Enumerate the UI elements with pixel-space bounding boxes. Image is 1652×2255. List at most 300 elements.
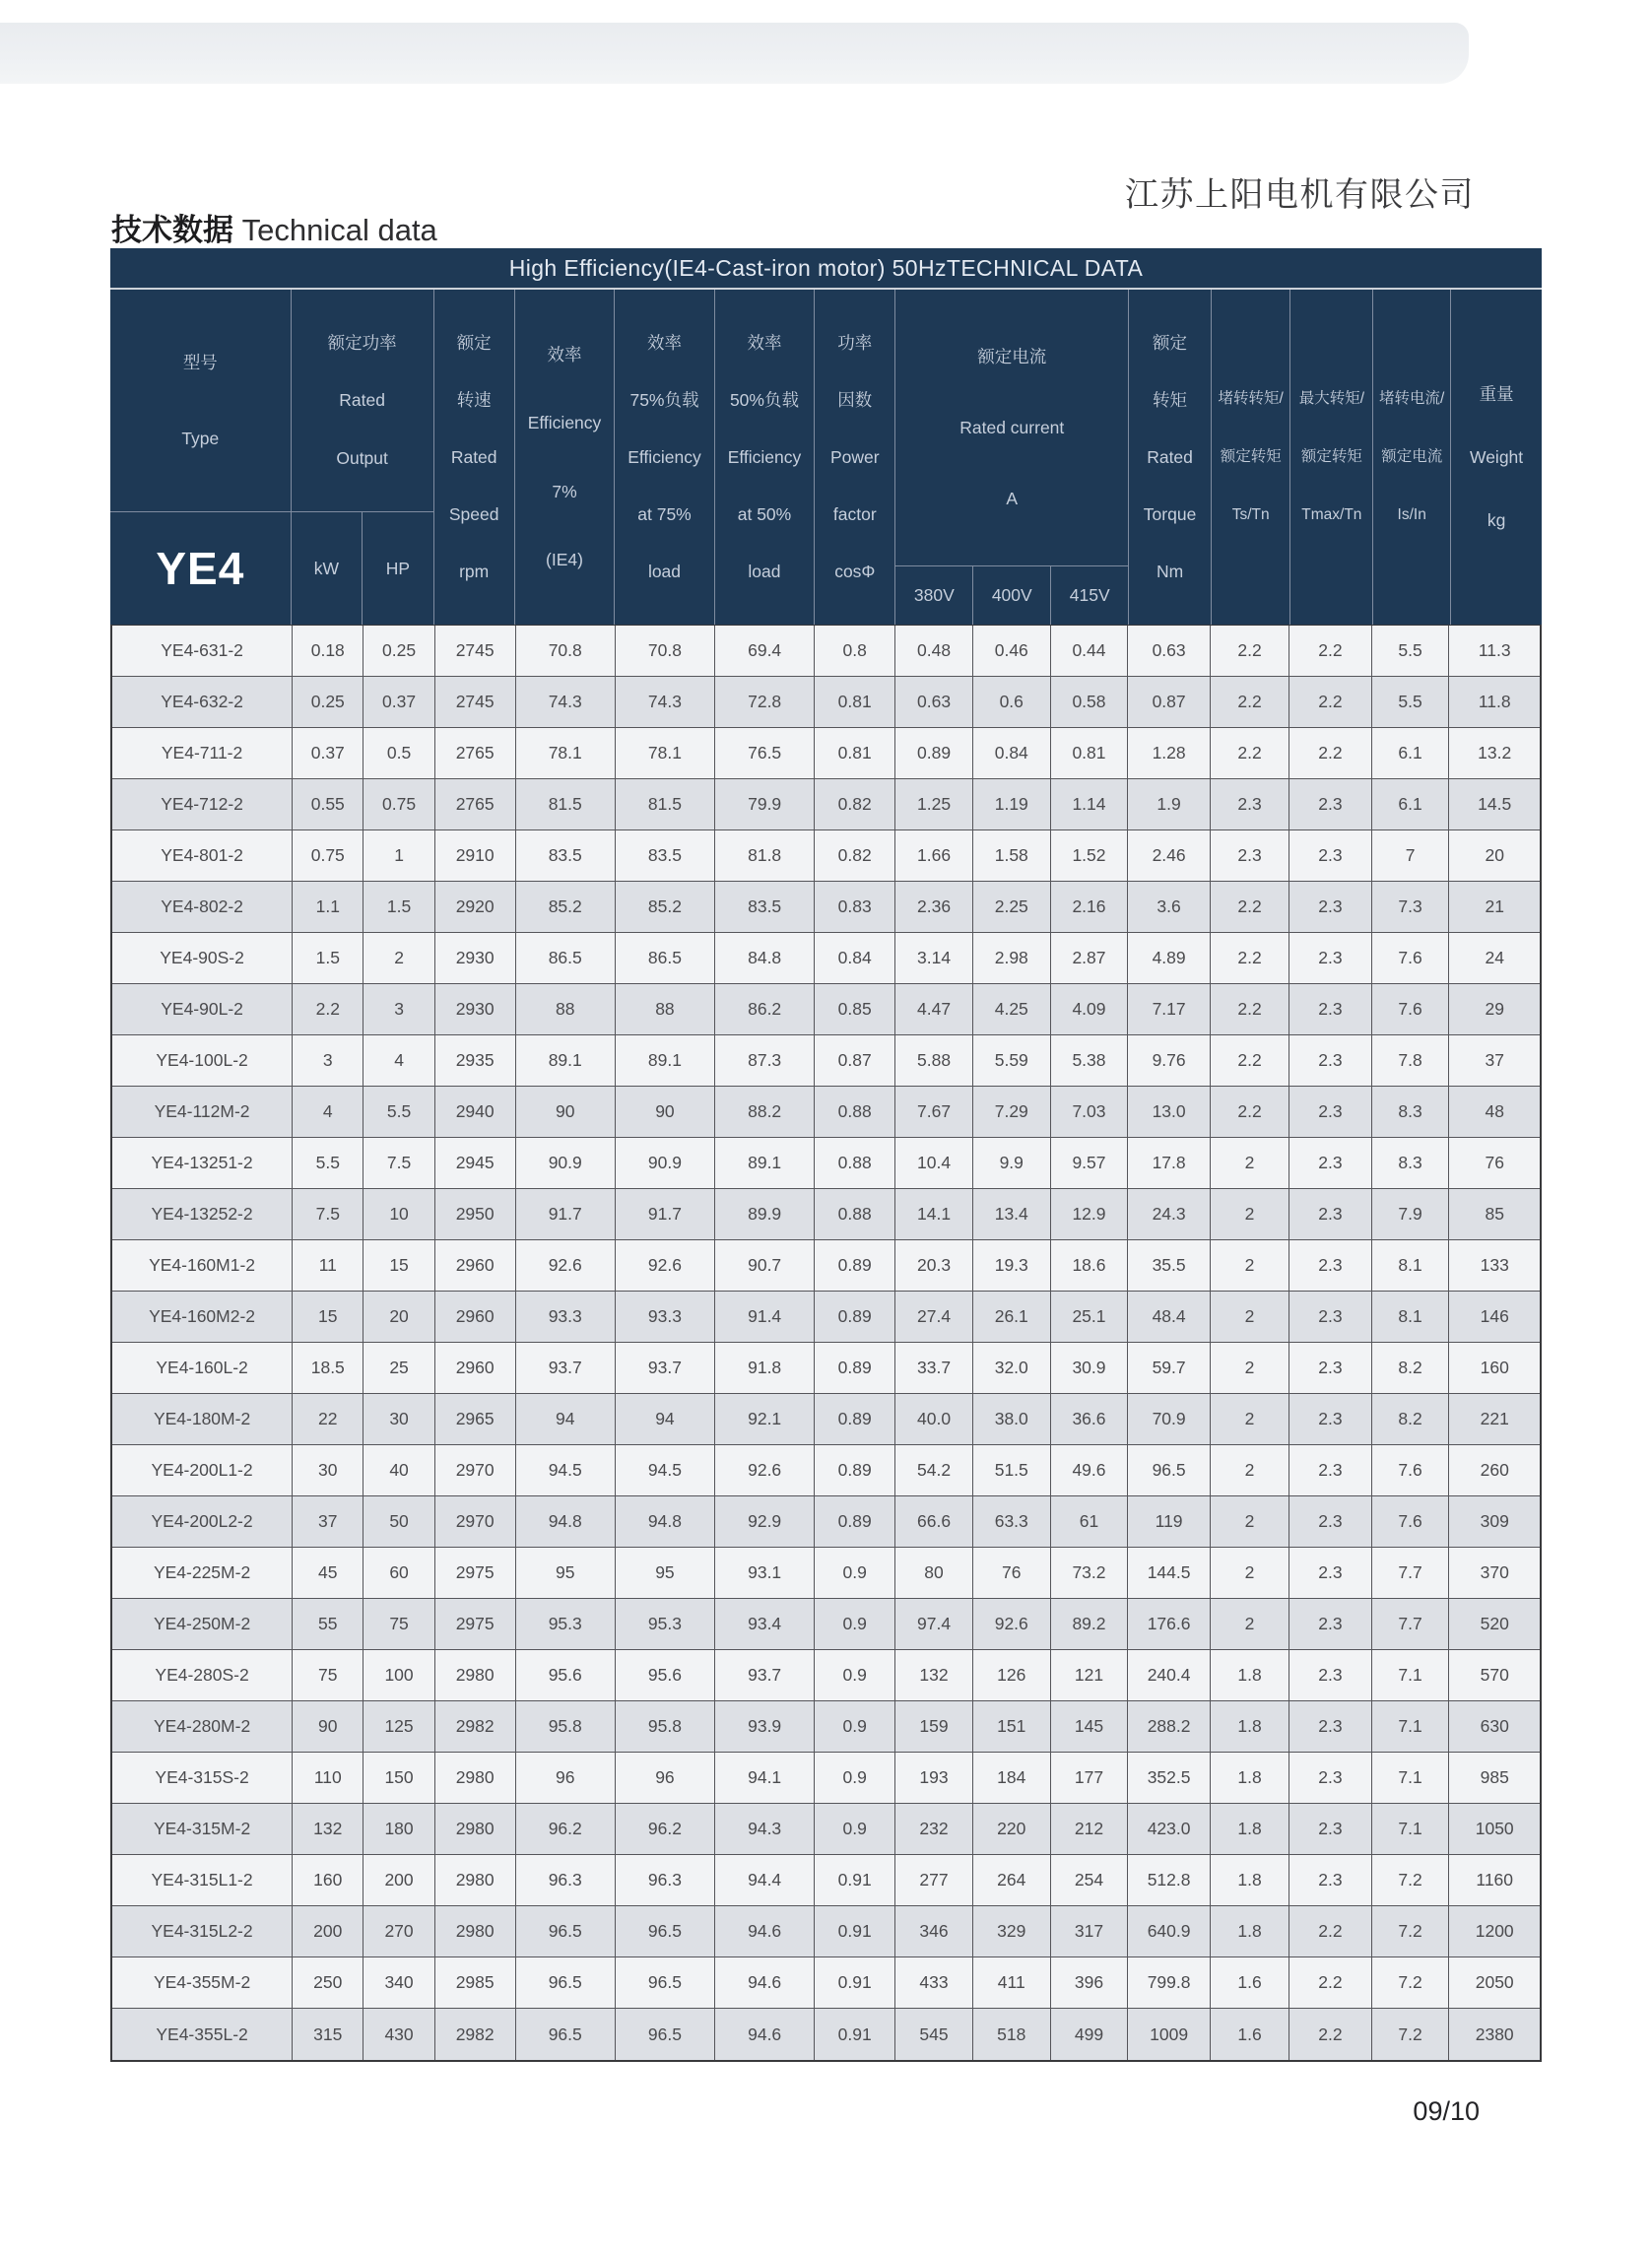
cell-value: 4.09: [1051, 984, 1129, 1035]
cell-value: 89.1: [516, 1035, 616, 1087]
cell-value: 2.3: [1289, 933, 1372, 984]
cell-value: 250: [293, 1957, 363, 2009]
cell-value: 2.2: [1289, 677, 1372, 728]
cell-model: YE4-802-2: [112, 882, 293, 933]
cell-value: 2970: [435, 1496, 516, 1548]
cell-value: 2960: [435, 1292, 516, 1343]
cell-value: 0.63: [1128, 626, 1211, 677]
header-rated-current-group: [895, 290, 1129, 565]
cell-value: 430: [363, 2009, 434, 2060]
header-line: 功率: [837, 332, 873, 353]
cell-value: 13.0: [1128, 1087, 1211, 1138]
cell-value: 2.3: [1289, 1138, 1372, 1189]
cell-value: 15: [363, 1240, 434, 1292]
cell-value: 30: [293, 1445, 363, 1496]
cell-value: 7.1: [1372, 1804, 1450, 1855]
cell-value: 144.5: [1128, 1548, 1211, 1599]
cell-model: YE4-315L2-2: [112, 1906, 293, 1957]
cell-value: 1.19: [973, 779, 1051, 830]
cell-model: YE4-631-2: [112, 626, 293, 677]
header-line: 效率: [646, 332, 682, 353]
cell-value: 0.84: [815, 933, 895, 984]
cell-value: 9.9: [973, 1138, 1051, 1189]
cell-value: 45: [293, 1548, 363, 1599]
cell-value: 96.5: [616, 2009, 715, 2060]
cell-value: 13.4: [973, 1189, 1051, 1240]
cell-value: 110: [293, 1753, 363, 1804]
table-body: [110, 625, 1542, 2062]
cell-value: 7.67: [895, 1087, 973, 1138]
cell-value: 70.8: [516, 626, 616, 677]
header-volt-415: 415V: [1051, 565, 1129, 625]
cell-model: YE4-160L-2: [112, 1343, 293, 1394]
cell-value: 2.2: [1211, 933, 1289, 984]
cell-value: 1.6: [1211, 1957, 1289, 2009]
cell-value: 193: [895, 1753, 973, 1804]
cell-value: 90: [516, 1087, 616, 1138]
cell-value: 48.4: [1128, 1292, 1211, 1343]
header-line: 额定: [456, 332, 492, 353]
cell-value: 0.9: [815, 1650, 895, 1701]
cell-value: 11.8: [1449, 677, 1540, 728]
cell-value: 200: [363, 1855, 434, 1906]
cell-value: 54.2: [895, 1445, 973, 1496]
cell-value: 2: [1211, 1292, 1289, 1343]
cell-value: 7.1: [1372, 1753, 1450, 1804]
cell-value: 94.8: [516, 1496, 616, 1548]
cell-value: 30.9: [1051, 1343, 1129, 1394]
cell-value: 5.5: [1372, 677, 1450, 728]
cell-value: 2.3: [1289, 1035, 1372, 1087]
cell-value: 66.6: [895, 1496, 973, 1548]
cell-value: 1.8: [1211, 1701, 1289, 1753]
header-line: 额定转矩: [1220, 448, 1282, 466]
cell-value: 96.5: [1128, 1445, 1211, 1496]
header-line: 型号: [182, 352, 218, 372]
cell-value: 985: [1449, 1753, 1540, 1804]
cell-value: 0.82: [815, 830, 895, 882]
header-line: Efficiency: [527, 413, 602, 433]
table-row: [112, 1701, 1540, 1753]
cell-value: 74.3: [516, 677, 616, 728]
cell-value: 133: [1449, 1240, 1540, 1292]
cell-value: 37: [1449, 1035, 1540, 1087]
cell-value: 14.5: [1449, 779, 1540, 830]
cell-value: 0.88: [815, 1189, 895, 1240]
cell-value: 0.75: [293, 830, 363, 882]
cell-value: 18.6: [1051, 1240, 1129, 1292]
cell-value: 160: [293, 1855, 363, 1906]
cell-value: 2975: [435, 1599, 516, 1650]
cell-value: 0.9: [815, 1804, 895, 1855]
cell-value: 7.2: [1372, 1957, 1450, 2009]
cell-value: 83.5: [516, 830, 616, 882]
header-hp: HP: [363, 511, 433, 625]
cell-value: 50: [363, 1496, 434, 1548]
cell-value: 2: [1211, 1548, 1289, 1599]
cell-value: 240.4: [1128, 1650, 1211, 1701]
cell-value: 13.2: [1449, 728, 1540, 779]
cell-value: 1.5: [363, 882, 434, 933]
cell-value: 0.87: [1128, 677, 1211, 728]
cell-value: 92.6: [715, 1445, 815, 1496]
cell-value: 1050: [1449, 1804, 1540, 1855]
header-line: 堵转转矩/: [1218, 390, 1284, 408]
header-line: 转速: [456, 389, 492, 410]
cell-value: 1.5: [293, 933, 363, 984]
cell-value: 73.2: [1051, 1548, 1129, 1599]
cell-value: 254: [1051, 1855, 1129, 1906]
cell-value: 63.3: [973, 1496, 1051, 1548]
cell-value: 9.57: [1051, 1138, 1129, 1189]
cell-value: 32.0: [973, 1343, 1051, 1394]
cell-value: 0.89: [815, 1343, 895, 1394]
header-weight: [1451, 290, 1542, 625]
cell-value: 2.3: [1289, 1087, 1372, 1138]
cell-value: 96.3: [616, 1855, 715, 1906]
cell-value: 94.6: [715, 1906, 815, 1957]
cell-value: 0.89: [815, 1240, 895, 1292]
cell-value: 8.3: [1372, 1087, 1450, 1138]
cell-value: 0.5: [363, 728, 434, 779]
cell-value: 91.7: [516, 1189, 616, 1240]
cell-value: 1009: [1128, 2009, 1211, 2060]
header-line: kg: [1487, 510, 1506, 531]
cell-value: 145: [1051, 1701, 1129, 1753]
cell-value: 2930: [435, 984, 516, 1035]
cell-value: 7.03: [1051, 1087, 1129, 1138]
cell-value: 7.6: [1372, 933, 1450, 984]
cell-value: 70.9: [1128, 1394, 1211, 1445]
header-line: 额定电流: [1381, 448, 1443, 466]
cell-value: 2945: [435, 1138, 516, 1189]
cell-value: 0.89: [815, 1292, 895, 1343]
cell-value: 2910: [435, 830, 516, 882]
cell-value: 518: [973, 2009, 1051, 2060]
cell-value: 0.88: [815, 1138, 895, 1189]
cell-value: 40: [363, 1445, 434, 1496]
cell-value: 1: [363, 830, 434, 882]
cell-value: 630: [1449, 1701, 1540, 1753]
cell-model: YE4-160M1-2: [112, 1240, 293, 1292]
header-line: Power: [829, 446, 880, 467]
header-rated-speed: [434, 290, 515, 625]
table-row: [112, 1906, 1540, 1957]
cell-value: 93.7: [516, 1343, 616, 1394]
table-row: [112, 1445, 1540, 1496]
header-line: factor: [832, 503, 877, 524]
table-row: [112, 1138, 1540, 1189]
cell-value: 76.5: [715, 728, 815, 779]
cell-value: 61: [1051, 1496, 1129, 1548]
cell-model: YE4-200L1-2: [112, 1445, 293, 1496]
cell-value: 0.82: [815, 779, 895, 830]
cell-value: 5.88: [895, 1035, 973, 1087]
header-line: Efficiency: [628, 446, 701, 467]
cell-value: 1.8: [1211, 1855, 1289, 1906]
cell-value: 370: [1449, 1548, 1540, 1599]
cell-value: 1.58: [973, 830, 1051, 882]
cell-value: 96.5: [616, 1906, 715, 1957]
cell-value: 8.1: [1372, 1240, 1450, 1292]
cell-value: 0.55: [293, 779, 363, 830]
cell-value: 0.9: [815, 1753, 895, 1804]
header-line: Speed: [448, 503, 499, 524]
cell-value: 69.4: [715, 626, 815, 677]
cell-value: 0.83: [815, 882, 895, 933]
cell-value: 74.3: [616, 677, 715, 728]
cell-value: 94.5: [616, 1445, 715, 1496]
cell-value: 19.3: [973, 1240, 1051, 1292]
header-line: (IE4): [546, 550, 583, 570]
table-row: [112, 1753, 1540, 1804]
cell-model: YE4-355M-2: [112, 1957, 293, 2009]
cell-value: 0.89: [815, 1394, 895, 1445]
cell-value: 2.46: [1128, 830, 1211, 882]
cell-value: 2.3: [1289, 1701, 1372, 1753]
cell-value: 91.7: [616, 1189, 715, 1240]
cell-value: 89.1: [616, 1035, 715, 1087]
header-line: 7%: [552, 481, 577, 501]
cell-value: 1.52: [1051, 830, 1129, 882]
cell-value: 2980: [435, 1650, 516, 1701]
header-line: 额定功率: [327, 333, 397, 354]
table-title: High Efficiency(IE4-Cast-iron motor) 50HzTECHNICAL DATA: [110, 248, 1542, 290]
cell-value: 1160: [1449, 1855, 1540, 1906]
table-row: [112, 1343, 1540, 1394]
cell-value: 92.1: [715, 1394, 815, 1445]
cell-value: 12.9: [1051, 1189, 1129, 1240]
cell-value: 7: [1372, 830, 1450, 882]
cell-value: 27.4: [895, 1292, 973, 1343]
table-row: [112, 882, 1540, 933]
cell-value: 83.5: [616, 830, 715, 882]
cell-value: 2.3: [1289, 1394, 1372, 1445]
cell-value: 2935: [435, 1035, 516, 1087]
table-row: [112, 626, 1540, 677]
cell-value: 20: [363, 1292, 434, 1343]
cell-value: 0.91: [815, 1906, 895, 1957]
cell-value: 0.8: [815, 626, 895, 677]
cell-value: 1.8: [1211, 1804, 1289, 1855]
cell-value: 150: [363, 1753, 434, 1804]
header-line: 最大转矩/: [1298, 390, 1364, 408]
cell-value: 24: [1449, 933, 1540, 984]
cell-value: 180: [363, 1804, 434, 1855]
cell-value: 25.1: [1051, 1292, 1129, 1343]
cell-value: 88: [616, 984, 715, 1035]
cell-value: 270: [363, 1906, 434, 1957]
cell-value: 8.3: [1372, 1138, 1450, 1189]
cell-value: 90.7: [715, 1240, 815, 1292]
cell-value: 640.9: [1128, 1906, 1211, 1957]
cell-value: 2.3: [1289, 1292, 1372, 1343]
cell-value: 1.28: [1128, 728, 1211, 779]
cell-value: 26.1: [973, 1292, 1051, 1343]
cell-model: YE4-355L-2: [112, 2009, 293, 2060]
cell-value: 176.6: [1128, 1599, 1211, 1650]
cell-value: 2.3: [1289, 1496, 1372, 1548]
cell-value: 4.89: [1128, 933, 1211, 984]
header-line: 堵转电流/: [1379, 390, 1445, 408]
table-header: [110, 290, 1542, 625]
cell-value: 3.6: [1128, 882, 1211, 933]
cell-value: 7.7: [1372, 1548, 1450, 1599]
cell-value: 25: [363, 1343, 434, 1394]
header-line: Torque: [1143, 503, 1197, 524]
cell-value: 2380: [1475, 2023, 1514, 2044]
cell-value: 95.3: [516, 1599, 616, 1650]
cell-value: 37: [293, 1496, 363, 1548]
cell-value: 2965: [435, 1394, 516, 1445]
cell-value: 94: [516, 1394, 616, 1445]
cell-value: 3: [293, 1035, 363, 1087]
cell-value: 94.6: [715, 1957, 815, 2009]
header-line: 因数: [837, 389, 873, 410]
header-line: load: [748, 561, 781, 581]
cell-value: 2: [1211, 1138, 1289, 1189]
cell-value: 76: [973, 1548, 1051, 1599]
table-row: [112, 933, 1540, 984]
cell-value: 2.2: [1211, 1087, 1289, 1138]
header-line: 重量: [1479, 383, 1514, 404]
header-rated-torque: [1129, 290, 1212, 625]
cell-model: YE4-160M2-2: [112, 1292, 293, 1343]
table-row: [112, 1394, 1540, 1445]
cell-value: 93.4: [715, 1599, 815, 1650]
cell-value: 2.3: [1289, 1343, 1372, 1394]
cell-value: 96: [516, 1753, 616, 1804]
header-line: Output: [336, 447, 388, 468]
cell-value: 2980: [435, 1804, 516, 1855]
cell-value: 0.46: [973, 626, 1051, 677]
cell-value: 2.3: [1289, 984, 1372, 1035]
header-brand-ye4: [110, 511, 292, 625]
cell-value: 2980: [435, 1753, 516, 1804]
cell-value: 2.2: [1211, 882, 1289, 933]
header-line: A: [1006, 488, 1019, 508]
cell-value: 7.2: [1372, 2009, 1450, 2060]
cell-value: 6.1: [1372, 779, 1450, 830]
cell-value: 329: [973, 1906, 1051, 1957]
header-ts-tn: [1212, 290, 1291, 625]
cell-value: 4: [363, 1035, 434, 1087]
section-title: [111, 205, 437, 249]
cell-value: 94.4: [715, 1855, 815, 1906]
cell-value: 277: [895, 1855, 973, 1906]
header-line: load: [647, 561, 682, 581]
header-line: Rated: [450, 446, 497, 467]
cell-value: 7.3: [1372, 882, 1450, 933]
cell-value: 0.6: [973, 677, 1051, 728]
cell-value: 7.9: [1372, 1189, 1450, 1240]
header-power-factor: [815, 290, 895, 625]
cell-value: 94.3: [715, 1804, 815, 1855]
table-row: [112, 1548, 1540, 1599]
cell-value: 51.5: [973, 1445, 1051, 1496]
cell-value: 7.1: [1372, 1701, 1450, 1753]
cell-value: 0.48: [895, 626, 973, 677]
cell-value: 59.7: [1128, 1343, 1211, 1394]
cell-value: 96.2: [616, 1804, 715, 1855]
cell-value: 79.9: [715, 779, 815, 830]
header-line: 额定: [1153, 332, 1188, 353]
cell-value: 91.8: [715, 1343, 815, 1394]
cell-value: 232: [895, 1804, 973, 1855]
cell-value: 2980: [435, 1855, 516, 1906]
cell-value: 2940: [435, 1087, 516, 1138]
cell-value: 60: [363, 1548, 434, 1599]
cell-value: 94.8: [616, 1496, 715, 1548]
cell-model: YE4-280S-2: [112, 1650, 293, 1701]
cell-value: 2960: [435, 1240, 516, 1292]
cell-value: 0.18: [293, 626, 363, 677]
cell-value: 95: [616, 1548, 715, 1599]
cell-value: 2.2: [1289, 2009, 1372, 2060]
cell-value: 1.6: [1211, 2009, 1289, 2060]
header-line: 转矩: [1153, 389, 1188, 410]
cell-value: 2982: [435, 2009, 516, 2060]
cell-value: 8.1: [1372, 1292, 1450, 1343]
header-output-group: [292, 290, 434, 511]
cell-value: 78.1: [616, 728, 715, 779]
cell-value: 184: [973, 1753, 1051, 1804]
section-title-en: Technical data: [233, 213, 437, 247]
cell-value: 352.5: [1128, 1753, 1211, 1804]
cell-value: 0.75: [363, 779, 434, 830]
cell-value: 96.5: [516, 1957, 616, 2009]
cell-value: 88: [516, 984, 616, 1035]
cell-value: 125: [363, 1701, 434, 1753]
cell-value: 89.1: [715, 1138, 815, 1189]
cell-value: 1200: [1449, 1906, 1540, 1957]
cell-value: 0.37: [363, 677, 434, 728]
top-decorative-bar: [0, 23, 1469, 84]
cell-value: 0.88: [815, 1087, 895, 1138]
cell-model: YE4-315M-2: [112, 1804, 293, 1855]
table-row: [112, 1804, 1540, 1855]
header-is-in: [1373, 290, 1451, 625]
cell-value: 92.6: [516, 1240, 616, 1292]
cell-value: 20.3: [895, 1240, 973, 1292]
header-efficiency-75-load: [615, 290, 714, 625]
cell-value: 8.2: [1372, 1343, 1450, 1394]
cell-value: 86.5: [616, 933, 715, 984]
cell-value: 6.1: [1372, 728, 1450, 779]
cell-value: 5.5: [363, 1087, 434, 1138]
cell-value: 0.84: [973, 728, 1051, 779]
cell-value: 151: [973, 1701, 1051, 1753]
cell-value: 2.2: [1211, 984, 1289, 1035]
cell-value: 7.6: [1372, 1496, 1450, 1548]
cell-value: 119: [1128, 1496, 1211, 1548]
cell-value: 0.81: [815, 677, 895, 728]
cell-value: 160: [1449, 1343, 1540, 1394]
cell-value: 5.59: [973, 1035, 1051, 1087]
header-efficiency: [515, 290, 615, 625]
cell-value: 75: [293, 1650, 363, 1701]
cell-model: YE4-200L2-2: [112, 1496, 293, 1548]
table-row: [112, 677, 1540, 728]
cell-value: 499: [1051, 2009, 1129, 2060]
cell-value: 2985: [435, 1957, 516, 2009]
cell-value: 96.2: [516, 1804, 616, 1855]
cell-value: 93.7: [616, 1343, 715, 1394]
cell-value: 35.5: [1128, 1240, 1211, 1292]
cell-value: 76: [1449, 1138, 1540, 1189]
cell-value: 132: [895, 1650, 973, 1701]
cell-value: 72.8: [715, 677, 815, 728]
